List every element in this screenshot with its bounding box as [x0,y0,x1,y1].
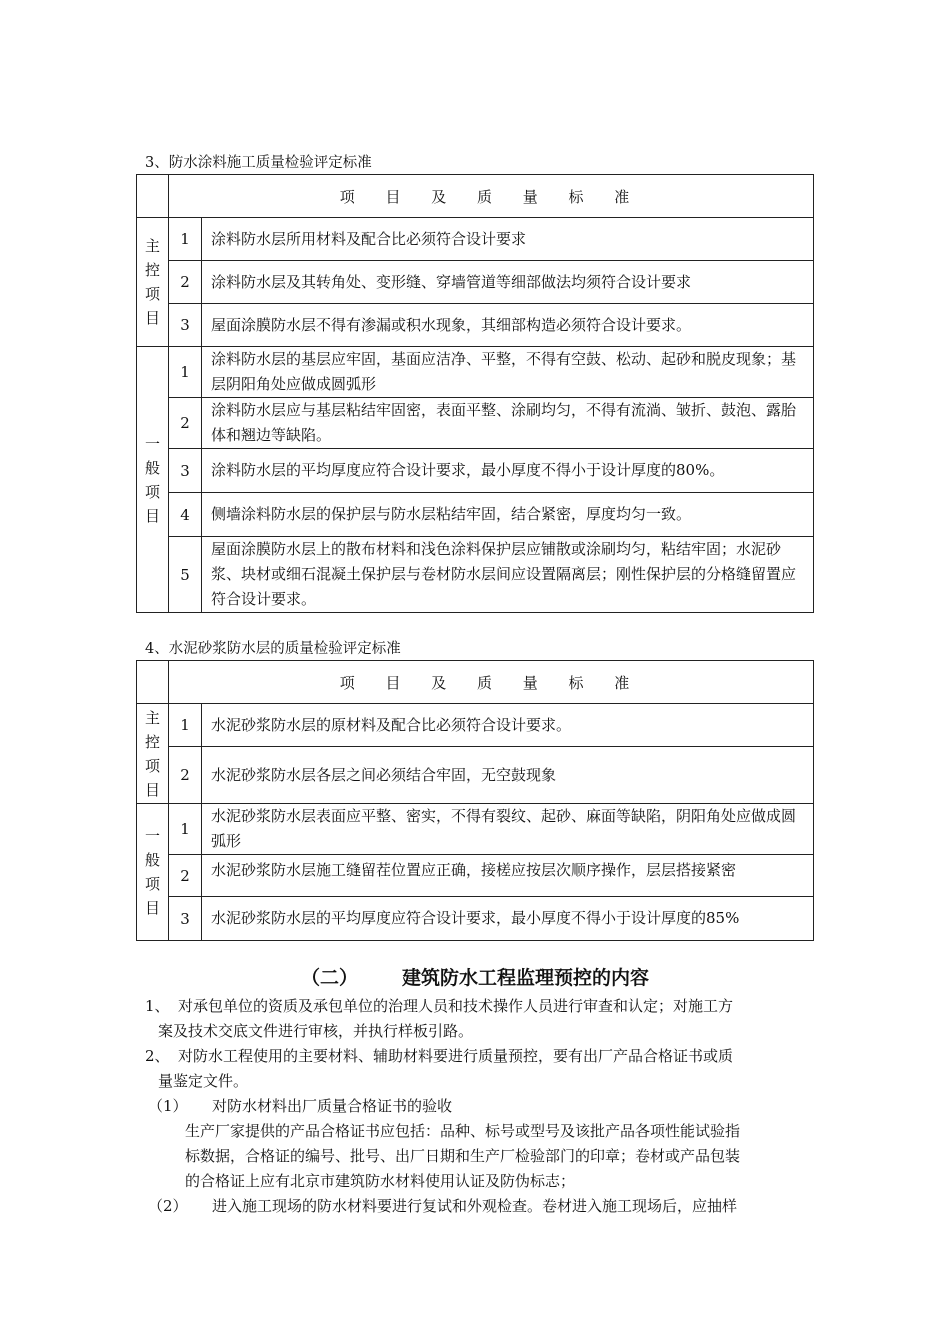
section-heading [0,963,950,990]
table-row [137,855,814,897]
table-row [137,747,814,804]
row-text: 屋面涂膜防水层上的散布材料和浅色涂料保护层应铺散或涂刷均匀，粘结牢固；水泥砂浆、块材或细石混凝土保护层与卷材防水层间应设置隔离层；刚性保护层的分格缝留置应符合设计要求。 [202,537,814,613]
item-number: 1、 [145,997,170,1015]
item-text-line: 对防水工程使用的主要材料、辅助材料要进行质量预控，要有出厂产品合格证书或质 [178,1047,734,1065]
section4-caption: 4、水泥砂浆防水层的质量检验评定标准 [145,641,401,657]
heading-marker: （二） [300,967,358,989]
row-text: 涂料防水层及其转角处、变形缝、穿墙管道等细部做法均须符合设计要求 [202,261,814,304]
table-row [137,897,814,941]
corner-cell [137,175,169,218]
row-text: 涂料防水层所用材料及配合比必须符合设计要求 [202,218,814,261]
subitem-body-line: 标数据，合格证的编号、批号、出厂日期和生产厂检验部门的印章；卷材或产品包装 [185,1147,741,1165]
row-text: 涂料防水层的基层应牢固，基面应洁净、平整，不得有空鼓、松动、起砂和脱皮现象；基层阴阳角处应做成圆弧形 [202,347,814,398]
main-category-label: 主 控 项 目 [137,704,169,804]
row-text: 屋面涂膜防水层不得有渗漏或积水现象，其细部构造必须符合设计要求。 [202,304,814,347]
section3-caption: 3、防水涂料施工质量检验评定标准 [145,155,372,171]
table-row [137,804,814,855]
item-text-line: 案及技术交底文件进行审核，并执行样板引路。 [158,1022,474,1040]
subitem-number: （1） [148,1097,188,1115]
table-row [137,304,814,347]
row-text: 水泥砂浆防水层表面应平整、密实，不得有裂纹、起砂、麻面等缺陷，阴阳角处应做成圆弧形 [202,804,814,855]
corner-cell [137,661,169,704]
general-category-label: 一 般 项 目 [137,347,169,613]
row-text: 水泥砂浆防水层各层之间必须结合牢固，无空鼓现象 [202,747,814,804]
table-row [137,704,814,747]
table-row [137,261,814,304]
general-category-label: 一 般 项 目 [137,804,169,941]
row-text: 水泥砂浆防水层的平均厚度应符合设计要求，最小厚度不得小于设计厚度的85% [202,897,814,941]
row-number: 1 [169,804,202,855]
table-row [137,218,814,261]
row-number: 1 [169,347,202,398]
table-row [137,493,814,537]
row-text: 侧墙涂料防水层的保护层与防水层粘结牢固，结合紧密，厚度均匀一致。 [202,493,814,537]
subitem-body-line: 生产厂家提供的产品合格证书应包括：品种、标号或型号及该批产品各项性能试验指 [185,1122,741,1140]
table-row [137,449,814,493]
section3-table [136,174,814,613]
row-number: 2 [169,261,202,304]
table-row [137,398,814,449]
row-text: 水泥砂浆防水层的原材料及配合比必须符合设计要求。 [202,704,814,747]
row-text: 水泥砂浆防水层施工缝留茬位置应正确，接槎应按层次顺序操作，层层搭接紧密 [202,855,814,897]
table-row [137,537,814,613]
row-number: 3 [169,897,202,941]
subitem-title: 进入施工现场的防水材料要进行复试和外观检查。卷材进入施工现场后，应抽样 [212,1197,738,1215]
row-number: 3 [169,449,202,493]
row-text: 涂料防水层应与基层粘结牢固密，表面平整、涂刷均匀，不得有流淌、皱折、鼓泡、露胎体和翘边等缺陷。 [202,398,814,449]
item-number: 2、 [145,1047,170,1065]
row-number: 1 [169,218,202,261]
row-number: 2 [169,398,202,449]
item-text-line: 量鉴定文件。 [158,1072,249,1090]
item-text-line: 对承包单位的资质及承包单位的治理人员和技术操作人员进行审查和认定；对施工方 [178,997,734,1015]
row-number: 2 [169,855,202,897]
table-row [137,347,814,398]
row-number: 3 [169,304,202,347]
table-header: 项 目 及 质 量 标 准 [169,175,814,218]
section4-table [136,660,814,941]
row-number: 1 [169,704,202,747]
subitem-body-line: 的合格证上应有北京市建筑防水材料使用认证及防伪标志； [185,1172,576,1190]
subitem-number: （2） [148,1197,188,1215]
main-category-label: 主 控 项 目 [137,218,169,347]
heading-title: 建筑防水工程监理预控的内容 [402,967,650,989]
row-text: 涂料防水层的平均厚度应符合设计要求，最小厚度不得小于设计厚度的80%。 [202,449,814,493]
row-number: 2 [169,747,202,804]
row-number: 4 [169,493,202,537]
table-header: 项 目 及 质 量 标 准 [169,661,814,704]
subitem-title: 对防水材料出厂质量合格证书的验收 [212,1097,453,1115]
row-number: 5 [169,537,202,613]
